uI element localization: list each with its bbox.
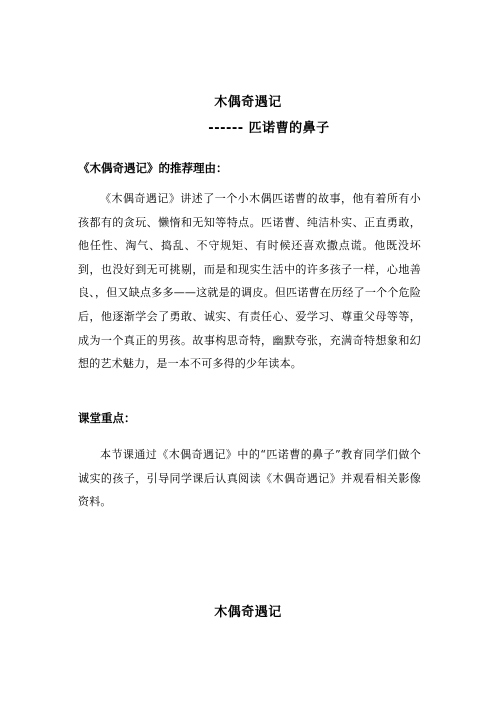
document-subtitle (21, 117, 496, 136)
reason-heading: 《木偶奇遇记》的推荐理由： (78, 161, 228, 175)
focus-heading: 课堂重点： (78, 411, 136, 425)
reason-paragraph: 《木偶奇遇记》讲述了一个小木偶匹诺曹的故事，他有着所有小孩都有的贪玩、懒惰和无知等特点。匹诺曹、纯洁朴实、正直勇敢，他任性、淘气、捣乱、不守规矩、有时候还喜欢撒点谎。他既没坏到，也没好到无可挑剔，而是和现实生活中的许多孩子一样，心地善良、，但又缺点多多——这就是的调皮。但匹诺曹在历经了一个个危险后，他逐渐学会了勇敢、诚实、有责任心、爱学习、尊重父母等等，成为一个真正的男孩。故事构思奇特，幽默夸张，充满奇特想象和幻想的艺术魅力，是一本不可多得的少年读本。 (78, 192, 421, 371)
subtitle-dashes: ------ (208, 121, 244, 136)
bottom-title: 木偶奇遇记 (214, 605, 282, 620)
subtitle-text: 匹诺曹的鼻子 (248, 121, 330, 136)
focus-paragraph: 本节课通过《木偶奇遇记》中的“匹诺曹的鼻子”教育同学们做个诚实的孩子，引导同学课后认真阅读《木偶奇遇记》并观看相关影像资料。 (78, 448, 421, 509)
document-title: 木偶奇遇记 (214, 95, 282, 110)
